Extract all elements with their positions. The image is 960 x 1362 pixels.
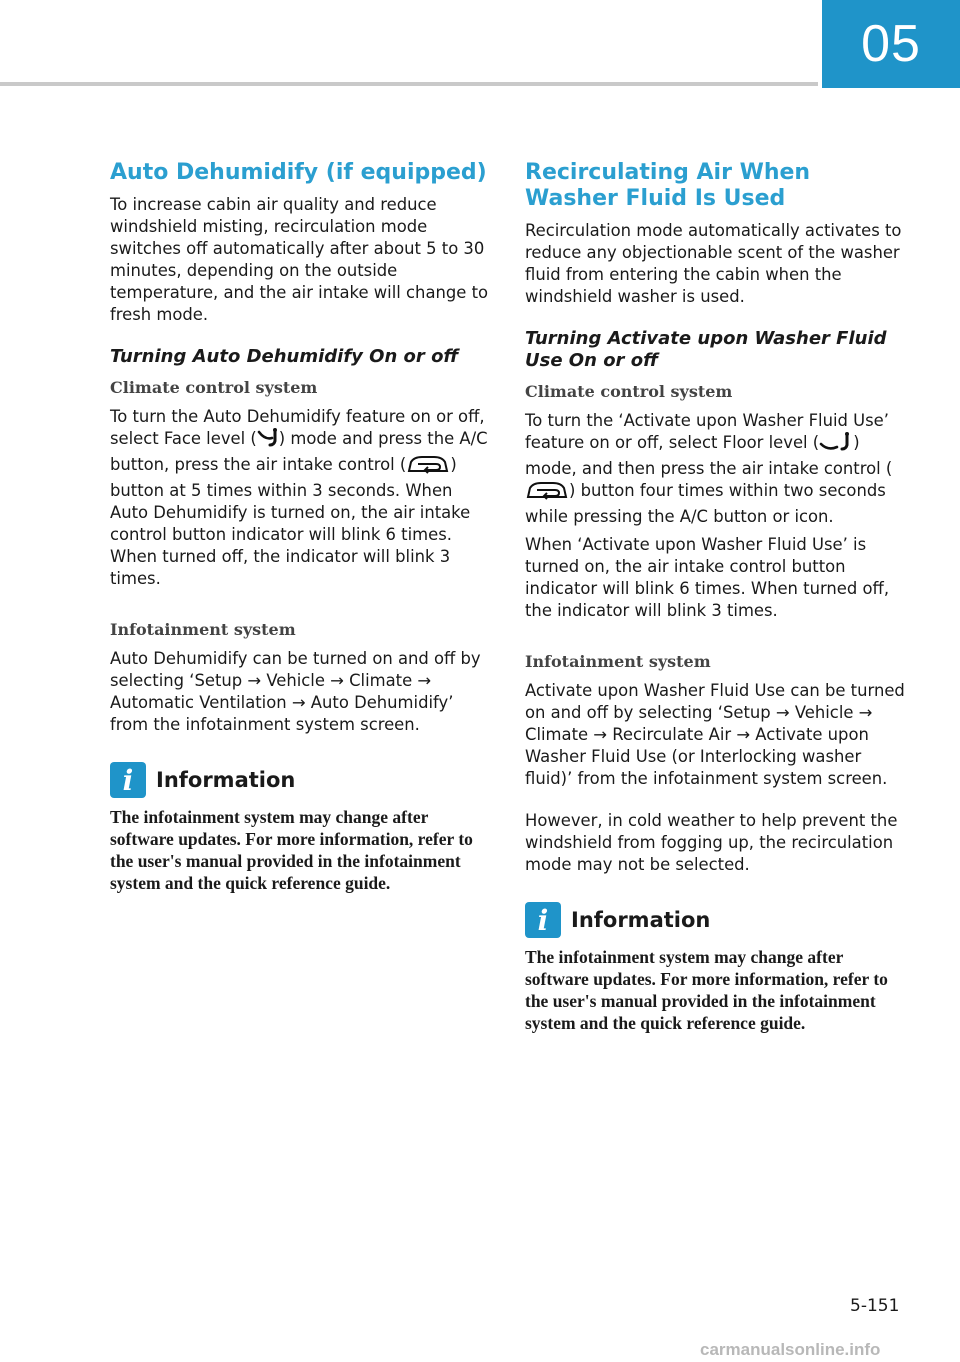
face-level-icon [257,428,279,454]
section-title: Auto Dehumidify (if equipped) [110,160,487,185]
information-text: The infotainment system may change after software updates. For more information, refer to the user's manual provided in the infotainment system and the quick reference guide. [110,807,473,893]
left-column [110,160,490,894]
intro-paragraph: Recirculation mode automatically activates to reduce any objectionable scent of the washer fluid from entering the cabin when the windshield washer is used. [525,221,902,306]
right-column [525,160,905,1034]
information-title: Information [156,768,296,792]
infotainment-paragraph: Auto Dehumidify can be turned on and off by selecting ‘Setup → Vehicle → Climate → Automatic Ventilation → Auto Dehumidify’ from the infotainment system screen. [110,649,481,734]
page-number: 5-151 [850,1296,900,1316]
information-header [525,902,905,938]
subsection-title: Turning Activate upon Washer Fluid Use On or off [525,328,887,371]
climate-heading: Climate control system [110,378,318,397]
climate-heading: Climate control system [525,382,733,401]
information-icon: i [110,762,146,798]
climate-status-paragraph: When ‘Activate upon Washer Fluid Use’ is turned on, the air intake control button indicator will blink 6 times. When turned off, the indicator will blink 3 times. [525,535,890,620]
climate-text-2: ) mode, and then press the air intake control ( [525,433,893,478]
information-title: Information [571,908,711,932]
climate-paragraph [110,406,490,590]
infotainment-paragraph: Activate upon Washer Fluid Use can be turned on and off by selecting ‘Setup → Vehicle → Climate → Recirculate Air → Activate upon Washer Fluid Use (or Interlocking washer fluid)’ from the infotainment system screen. [525,681,905,788]
climate-text-3: ) button at 5 times within 3 seconds. When Auto Dehumidify is turned on, the air intake control button indicator will blink 6 times. When turned off, the indicator will blink 3 times. [110,455,471,588]
chapter-tab [822,0,960,88]
air-intake-control-icon [406,454,450,480]
watermark: carmanualsonline.info [700,1340,881,1359]
intro-paragraph: To increase cabin air quality and reduce windshield misting, recirculation mode switches off automatically after about 5 to 30 minutes, depending on the outside temperature, and the air intake will change to fresh mode. [110,195,489,324]
climate-text-3: ) button four times within two seconds while pressing the A/C button or icon. [525,481,886,526]
climate-paragraph [525,410,905,528]
climate-text-1: To turn the ‘Activate upon Washer Fluid Use’ feature on or off, select Floor level ( [525,411,889,452]
infotainment-heading: Infotainment system [525,652,711,671]
section-title: Recirculating Air When Washer Fluid Is Used [525,160,811,211]
air-intake-control-icon [525,480,569,506]
subsection-title: Turning Auto Dehumidify On or off [110,346,459,367]
chapter-number: 05 [861,15,921,73]
infotainment-heading: Infotainment system [110,620,296,639]
climate-text-1: To turn the Auto Dehumidify feature on or off, select Face level ( [110,407,485,448]
information-header [110,762,490,798]
header-rule [0,82,818,86]
information-text: The infotainment system may change after software updates. For more information, refer to the user's manual provided in the infotainment system and the quick reference guide. [525,947,888,1033]
cold-weather-paragraph: However, in cold weather to help prevent the windshield from fogging up, the recirculation mode may not be selected. [525,811,898,874]
climate-text-2: ) mode and press the A/C button, press the air intake control ( [110,429,488,474]
information-icon: i [525,902,561,938]
floor-level-icon [819,432,853,458]
